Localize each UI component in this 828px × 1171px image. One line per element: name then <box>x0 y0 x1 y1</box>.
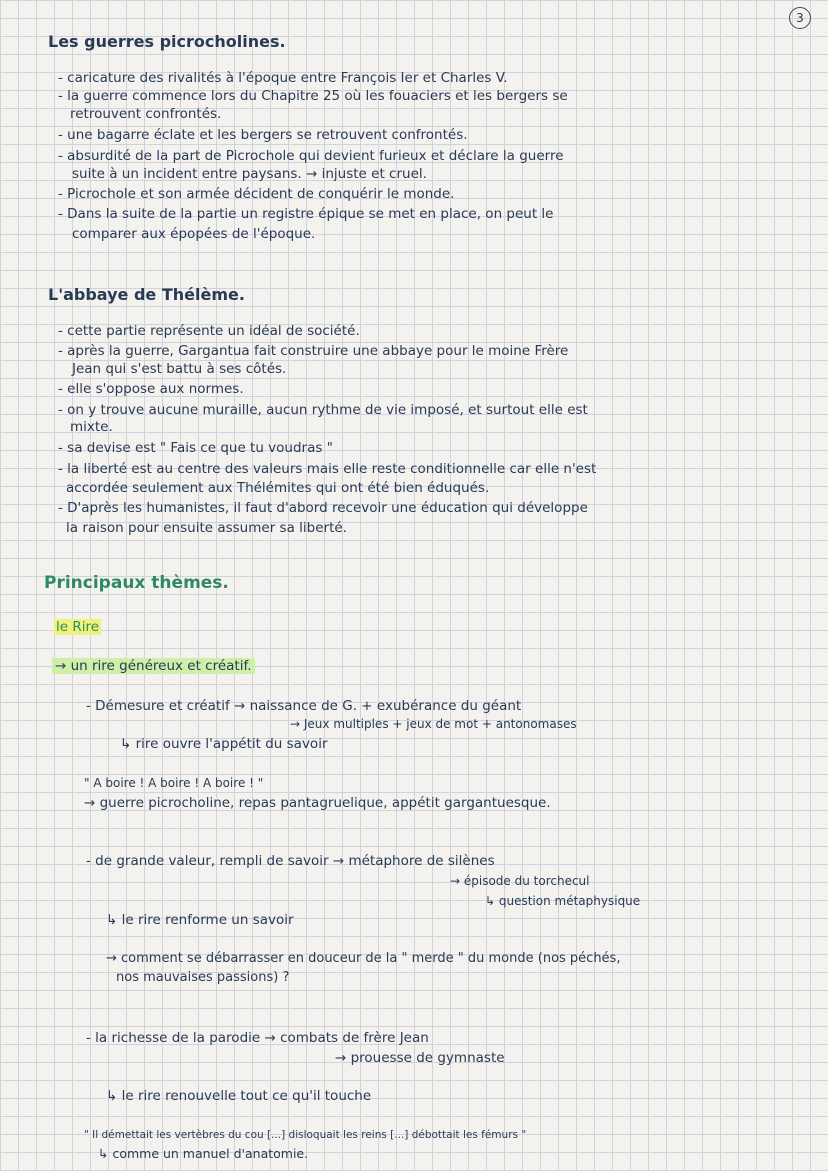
note-line: ↳ question métaphysique <box>485 894 641 908</box>
section-title-theleme: L'abbaye de Thélème. <box>48 285 245 304</box>
quote-line: " A boire ! A boire ! A boire ! " <box>84 776 264 790</box>
note-line: - Picrochole et son armée décident de conquérir le monde. <box>58 186 455 202</box>
note-line: retrouvent confrontés. <box>70 106 222 122</box>
note-line: - absurdité de la part de Picrochole qui devient furieux et déclare la guerre <box>58 148 564 164</box>
section-title-guerres: Les guerres picrocholines. <box>48 32 286 51</box>
section-title-themes: Principaux thèmes. <box>44 573 229 593</box>
note-line: la raison pour ensuite assumer sa liberté. <box>66 520 347 536</box>
note-line: nos mauvaises passions) ? <box>116 970 290 985</box>
quote-line: " Il démettait les vertèbres du cou [...] disloquait les reins [...] débottait les fémurs " <box>84 1129 527 1141</box>
note-line: - elle s'oppose aux normes. <box>58 381 244 397</box>
note-line: - la liberté est au centre des valeurs mais elle reste conditionnelle car elle n'est <box>58 461 597 477</box>
note-line: ↳ comme un manuel d'anatomie. <box>98 1146 309 1161</box>
note-line: ↳ le rire renforme un savoir <box>106 912 294 928</box>
note-line: comparer aux épopées de l'époque. <box>72 226 316 242</box>
highlight-rire-genereux: → un rire généreux et créatif. <box>52 658 255 674</box>
note-line: - la richesse de la parodie → combats de frère Jean <box>86 1030 429 1046</box>
note-line: → épisode du torchecul <box>450 874 590 888</box>
note-line: - la guerre commence lors du Chapitre 25 où les fouaciers et les bergers se <box>58 88 568 104</box>
note-line: - cette partie représente un idéal de société. <box>58 323 360 339</box>
subtitle-rire: le Rire <box>56 619 100 635</box>
note-line: - D'après les humanistes, il faut d'abord recevoir une éducation qui développe <box>58 500 588 516</box>
note-line: → prouesse de gymnaste <box>335 1050 505 1066</box>
note-line: → comment se débarrasser en douceur de la " merde " du monde (nos péchés, <box>106 951 621 966</box>
note-line: accordée seulement aux Thélémites qui ont été bien éduqués. <box>66 480 490 496</box>
note-line: - Démesure et créatif → naissance de G. + exubérance du géant <box>86 698 522 714</box>
note-line: - une bagarre éclate et les bergers se retrouvent confrontés. <box>58 127 468 143</box>
note-line: ↳ rire ouvre l'appétit du savoir <box>120 736 328 752</box>
note-line: - sa devise est " Fais ce que tu voudras " <box>58 440 333 456</box>
note-line: - de grande valeur, rempli de savoir → métaphore de silènes <box>86 853 495 869</box>
note-line: Jean qui s'est battu à ses côtés. <box>72 361 287 377</box>
note-line: - caricature des rivalités à l'époque entre François Ier et Charles V. <box>58 70 508 86</box>
note-line: → guerre picrocholine, repas pantagruelique, appétit gargantuesque. <box>84 795 551 811</box>
note-line: - Dans la suite de la partie un registre épique se met en place, on peut le <box>58 206 554 222</box>
note-line: - on y trouve aucune muraille, aucun rythme de vie imposé, et surtout elle est <box>58 402 588 418</box>
note-line: - après la guerre, Gargantua fait construire une abbaye pour le moine Frère <box>58 343 569 359</box>
note-line: mixte. <box>70 419 113 435</box>
page-number: 3 <box>789 7 811 29</box>
note-line: ↳ le rire renouvelle tout ce qu'il touche <box>106 1088 372 1104</box>
note-line: → Jeux multiples + jeux de mot + antonomases <box>290 717 577 731</box>
note-line: suite à un incident entre paysans. → injuste et cruel. <box>72 166 427 182</box>
